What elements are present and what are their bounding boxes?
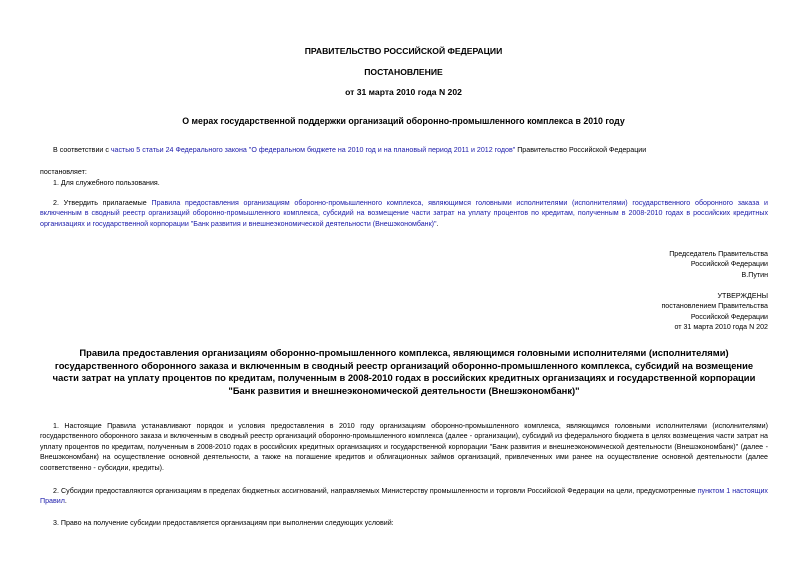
point-1-link[interactable]: пунктом 1 настоящих Правил (40, 487, 768, 506)
approval-country: Российской Федерации (690, 312, 768, 321)
item-1: 1. Для служебного пользования. (53, 179, 160, 187)
decides-text: постановляет: (40, 168, 87, 176)
signature-position: Председатель Правительства (669, 250, 768, 258)
preamble-text-before: В соответствии с (53, 146, 111, 154)
item-2-text-after: . (436, 219, 439, 228)
rules-title: Правила предоставления организациям оборонно-промышленного комплекса, являющимся головными исполнителями (исполнителями) государственного оборонного заказа и включенным в сводный реестр организаций оборонно-промышленного комплекса, субсидий на возмещение части затрат на уплату процентов по кредитам, полученным в 2008-2010 годах в российских кредитных организациях и государственной корпорации "Банк развития и внешнеэкономической деятельности (Внешэкономбанк)" (52, 347, 756, 396)
preamble (53, 145, 773, 155)
signature-name: В.Путин (741, 270, 768, 279)
rules-paragraph-3: 3. Право на получение субсидии предоставляется организациям при выполнении следующих условий: (53, 519, 394, 527)
approval-block (500, 291, 768, 333)
document-title: О мерах государственной поддержки организаций оборонно-промышленного комплекса в 2010 году (182, 116, 625, 126)
item-2-text-before: 2. Утвердить прилагаемые (53, 199, 152, 207)
signature-block (500, 249, 768, 280)
approval-heading: УТВЕРЖДЕНЫ (717, 292, 768, 300)
preamble-text-after: Правительство Российской Федерации (515, 146, 647, 154)
rules-paragraph-2-text-after: . (64, 497, 67, 506)
document-date: от 31 марта 2010 года N 202 (345, 87, 462, 97)
federal-law-link[interactable]: частью 5 статьи 24 Федерального закона "О федеральном бюджете на 2010 год и на плановый период 2011 и 2012 годов" (110, 146, 516, 154)
approval-by: постановлением Правительства (661, 302, 768, 311)
item-2 (40, 198, 768, 229)
rules-paragraph-2-text-before: 2. Субсидии предоставляются организациям в пределах бюджетных ассигнований, направляемых Министерству промышленности и торговли Российской Федерации на цели, предусмотренные (53, 487, 698, 495)
signature-country: Российской Федерации (690, 260, 768, 269)
approval-date: от 31 марта 2010 года N 202 (674, 323, 768, 332)
government-name: ПРАВИТЕЛЬСТВО РОССИЙСКОЙ ФЕДЕРАЦИИ (304, 46, 503, 56)
rules-link[interactable]: Правила предоставления организациям оборонно-промышленного комплекса, являющимся головными исполнителями (исполнителями) государственного оборонного заказа и включенным в сводный реестр организаций оборонно-промышленного комплекса, субсидий на возмещение части затрат на уплату процентов по кредитам, полученным в 2008-2010 годах в российских кредитных организациях и государственной корпорации "Банк развития и внешнеэкономической деятельности (Внешэкономбанк)" (40, 199, 768, 228)
document-type: ПОСТАНОВЛЕНИЕ (364, 67, 443, 77)
rules-paragraph-1-text: 1. Настоящие Правила устанавливают порядок и условия предоставления в 2010 году организациям оборонно-промышленного комплекса, являющимся головными исполнителями (исполнителями) государственного оборонного заказа и включенным в сводный реестр организаций оборонно-промышленного комплекса (далее - организации), субсидий из федерального бюджета в целях возмещения части затрат на уплату процентов по кредитам, полученным в 2008-2010 годах в российских кредитных организациях и государственной корпорации "Банк развития и внешнеэкономической деятельности (Внешэкономбанк)" (далее - Внешэкономбанк) на осуществление основной деятельности, а также на погашение кредитов и облигационных займов организаций, привлеченных ими ранее на осуществление основной деятельности (далее соответственно - субсидии, кредиты). (40, 422, 768, 472)
rules-paragraph-2 (40, 486, 768, 507)
rules-paragraph-1 (40, 421, 768, 473)
